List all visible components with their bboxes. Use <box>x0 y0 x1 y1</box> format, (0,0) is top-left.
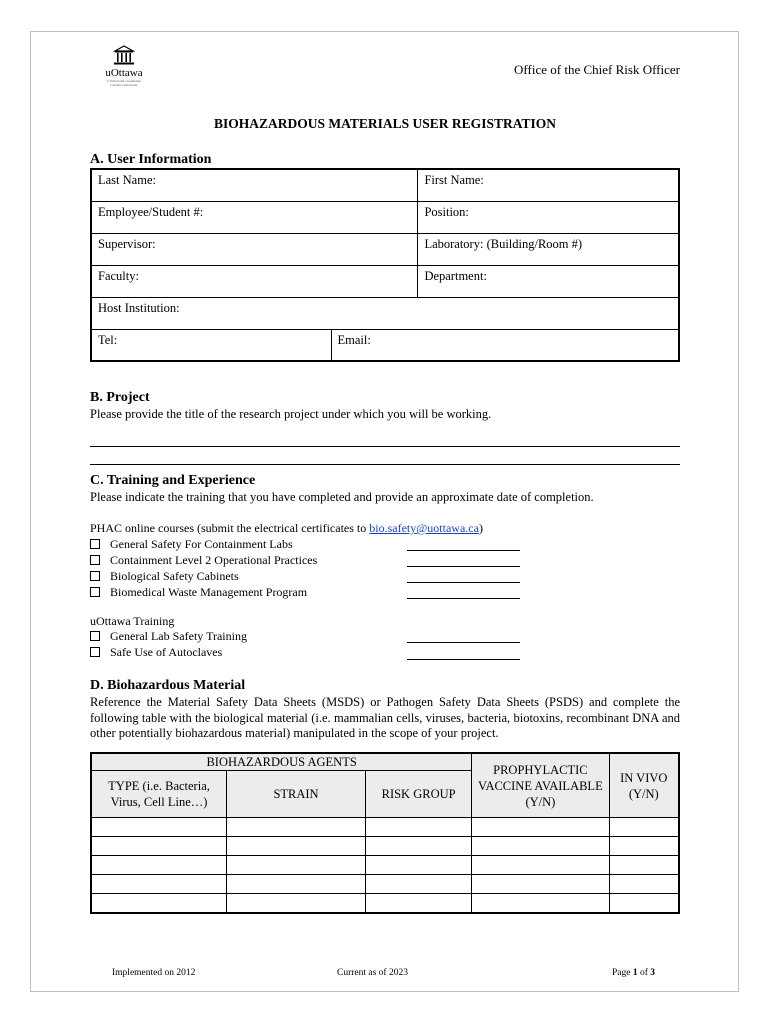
page-title: BIOHAZARDOUS MATERIALS USER REGISTRATION <box>214 116 556 131</box>
table-row <box>91 875 679 894</box>
department-label: Department: <box>424 268 487 283</box>
risk-group-header: RISK GROUP <box>365 771 471 818</box>
table-cell[interactable] <box>472 875 609 894</box>
table-row <box>91 856 679 875</box>
phac-intro-close: ) <box>478 521 483 535</box>
table-cell[interactable] <box>609 894 679 914</box>
building-icon <box>113 44 135 66</box>
course-autoclaves <box>90 645 222 661</box>
checkbox[interactable] <box>90 571 100 581</box>
date-blank[interactable] <box>407 642 520 643</box>
table-cell[interactable] <box>365 856 471 875</box>
logo-name: uOttawa <box>105 67 143 79</box>
course-label: Containment Level 2 Operational Practices <box>110 553 318 567</box>
course-general-safety <box>90 537 293 553</box>
table-cell[interactable] <box>609 818 679 837</box>
page-prefix: Page <box>612 968 633 978</box>
table-cell[interactable] <box>472 818 609 837</box>
email-label: Email: <box>337 332 371 347</box>
table-cell[interactable] <box>227 894 366 914</box>
tel-label: Tel: <box>98 332 118 347</box>
supervisor-field[interactable] <box>91 233 418 265</box>
course-biological-safety-cabinets <box>90 569 239 585</box>
table-cell[interactable] <box>365 894 471 914</box>
table-cell[interactable] <box>472 894 609 914</box>
course-label: Safe Use of Autoclaves <box>110 645 223 659</box>
table-cell[interactable] <box>91 875 227 894</box>
course-biomedical-waste <box>90 585 307 601</box>
date-blank[interactable] <box>407 598 520 599</box>
checkbox[interactable] <box>90 555 100 565</box>
course-label: General Safety For Containment Labs <box>110 537 293 551</box>
table-cell[interactable] <box>472 837 609 856</box>
phac-courses-intro <box>90 521 680 537</box>
first-name-field[interactable] <box>418 169 679 201</box>
last-name-label: Last Name: <box>98 173 156 187</box>
faculty-field[interactable] <box>91 265 418 297</box>
course-label: General Lab Safety Training <box>110 629 247 643</box>
course-label: Biological Safety Cabinets <box>110 569 239 583</box>
checkbox[interactable] <box>90 539 100 549</box>
project-title-line-2[interactable] <box>90 464 680 465</box>
host-institution-field[interactable] <box>91 297 679 329</box>
table-cell[interactable] <box>91 837 227 856</box>
section-d-text: Reference the Material Safety Data Sheets (MSDS) or Pathogen Safety Data Sheets (PSDS) and complete the following table with the biological material (i.e. mammalian cells, viruses, bacteria, biotoxins, recombinant DNA and other potentially biohazardous material) manipulated in the scope of your project. <box>90 695 680 740</box>
page-total: 3 <box>650 968 656 978</box>
email-field[interactable] <box>331 329 679 361</box>
biohazard-agents-table <box>90 752 680 914</box>
type-header: TYPE (i.e. Bacteria, Virus, Cell Line…) <box>91 771 227 818</box>
laboratory-field[interactable] <box>418 233 679 265</box>
footer-page-number <box>612 968 655 978</box>
phac-intro-text: PHAC online courses (submit the electrical certificates to <box>90 521 370 535</box>
table-cell[interactable] <box>227 818 366 837</box>
table-cell[interactable] <box>609 875 679 894</box>
project-title-line-1[interactable] <box>90 446 680 447</box>
checkbox[interactable] <box>90 631 100 641</box>
page-num: 1 <box>632 968 638 978</box>
footer-implemented: Implemented on 2012 <box>112 968 196 978</box>
section-b-heading: B. Project <box>90 390 150 405</box>
footer-current: Current as of 2023 <box>337 968 408 978</box>
first-name-label: First Name: <box>424 173 484 187</box>
host-institution-label: Host Institution: <box>98 300 180 315</box>
table-cell[interactable] <box>609 856 679 875</box>
page-of: of <box>637 968 651 978</box>
table-cell[interactable] <box>227 856 366 875</box>
logo-tagline-en: Canada's university <box>110 83 138 87</box>
course-general-lab-safety <box>90 629 247 645</box>
uottawa-logo <box>94 44 154 106</box>
table-cell[interactable] <box>227 875 366 894</box>
table-cell[interactable] <box>365 875 471 894</box>
checkbox[interactable] <box>90 647 100 657</box>
position-field[interactable] <box>418 201 679 233</box>
faculty-label: Faculty: <box>98 268 139 283</box>
date-blank[interactable] <box>407 582 520 583</box>
position-label: Position: <box>424 204 469 219</box>
section-c-heading: C. Training and Experience <box>90 473 256 488</box>
table-cell[interactable] <box>91 894 227 914</box>
supervisor-label: Supervisor: <box>98 236 156 251</box>
uottawa-training-heading: uOttawa Training <box>90 614 175 628</box>
laboratory-label: Laboratory: (Building/Room #) <box>424 236 583 251</box>
biosafety-email-link[interactable]: bio.safety@uottawa.ca <box>369 521 479 535</box>
table-cell[interactable] <box>365 818 471 837</box>
in-vivo-header: IN VIVO (Y/N) <box>609 753 679 818</box>
agents-group-header: BIOHAZARDOUS AGENTS <box>91 753 472 771</box>
course-containment-level-2 <box>90 553 317 569</box>
employee-number-label: Employee/Student #: <box>98 204 204 219</box>
table-cell[interactable] <box>91 856 227 875</box>
checkbox[interactable] <box>90 587 100 597</box>
logo-tagline-fr: L'Université canadienne <box>107 79 141 83</box>
date-blank[interactable] <box>407 659 520 660</box>
section-d-heading: D. Biohazardous Material <box>90 678 246 693</box>
office-name: Office of the Chief Risk Officer <box>514 62 680 77</box>
tel-field[interactable] <box>91 329 331 361</box>
last-name-field[interactable] <box>91 169 418 201</box>
date-blank[interactable] <box>407 550 520 551</box>
prophylactic-header: PROPHYLACTIC VACCINE AVAILABLE (Y/N) <box>472 753 609 818</box>
employee-number-field[interactable] <box>91 201 418 233</box>
table-cell[interactable] <box>365 837 471 856</box>
strain-header: STRAIN <box>227 771 366 818</box>
section-b-text: Please provide the title of the research project under which you will be working. <box>90 407 492 421</box>
date-blank[interactable] <box>407 566 520 567</box>
department-field[interactable] <box>418 265 679 297</box>
table-row <box>91 894 679 914</box>
section-a-heading: A. User Information <box>90 152 212 167</box>
table-cell[interactable] <box>472 856 609 875</box>
table-cell[interactable] <box>227 837 366 856</box>
table-cell[interactable] <box>91 818 227 837</box>
table-cell[interactable] <box>609 837 679 856</box>
user-info-table <box>90 168 680 362</box>
course-label: Biomedical Waste Management Program <box>110 585 308 599</box>
section-c-text: Please indicate the training that you have completed and provide an approximate date of completion. <box>90 490 594 504</box>
table-row <box>91 818 679 837</box>
table-row <box>91 837 679 856</box>
